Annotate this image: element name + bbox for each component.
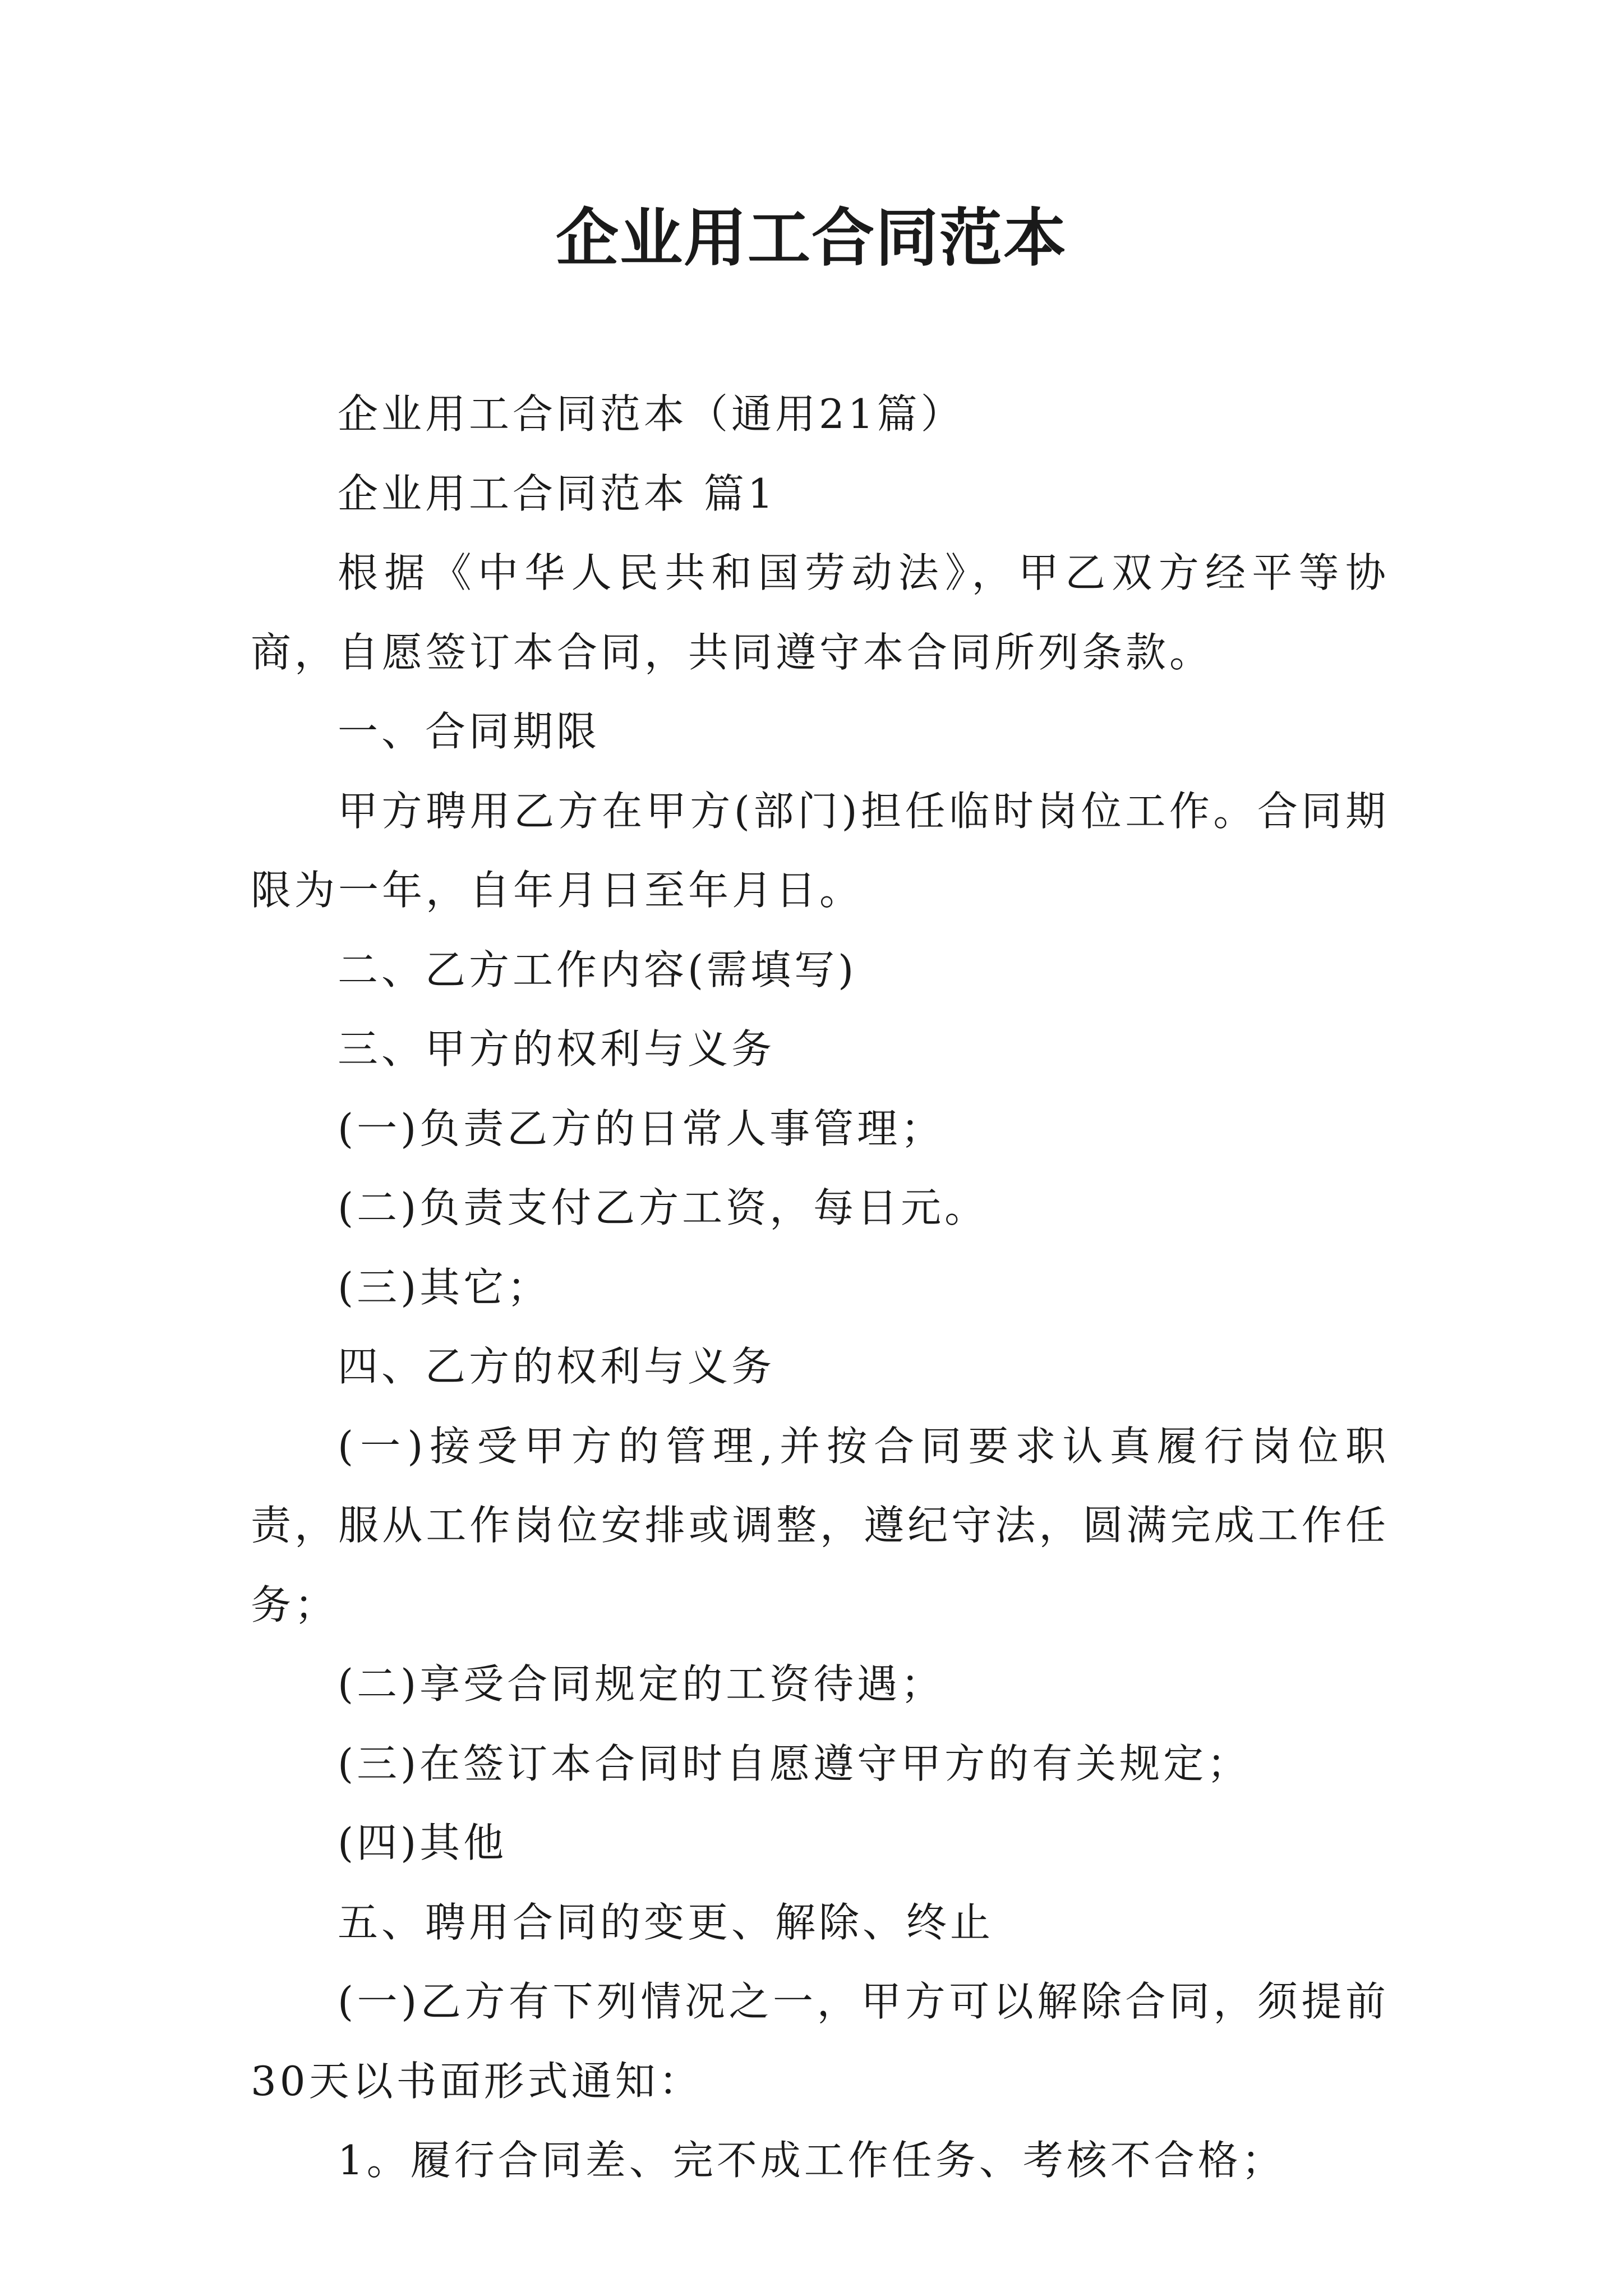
paragraph-termination-sub-1: 1。履行合同差、完不成工作任务、考核不合格；: [338, 2137, 1285, 2184]
paragraph-party-a-item-2: (二)负责支付乙方工资，每日元。: [338, 1184, 989, 1231]
document-body: [251, 375, 1389, 2201]
paragraph-section-heading: 企业用工合同范本 篇1: [338, 470, 777, 517]
paragraph-heading-work-content: 二、乙方工作内容(需填写): [338, 946, 857, 993]
paragraph-heading-party-b: 四、乙方的权利与义务: [338, 1343, 776, 1390]
paragraph-subtitle: 企业用工合同范本（通用21篇）: [338, 390, 965, 438]
paragraph-heading-term: 一、合同期限: [338, 708, 601, 755]
paragraph-party-b-item-1: (一)接受甲方的管理,并按合同要求认真履行岗位职责，服从工作岗位安排或调整，遵纪守法，圆满完成工作任务；: [251, 1422, 1389, 1628]
paragraph-termination-item-1: (一)乙方有下列情况之一，甲方可以解除合同，须提前30天以书面形式通知：: [251, 1978, 1389, 2105]
paragraph-preamble: 根据《中华人民共和国劳动法》，甲乙双方经平等协商，自愿签订本合同，共同遵守本合同所列条款。: [251, 549, 1389, 676]
paragraph-heading-termination: 五、聘用合同的变更、解除、终止: [338, 1898, 994, 1946]
paragraph-term-detail: 甲方聘用乙方在甲方(部门)担任临时岗位工作。合同期限为一年，自年月日至年月日。: [251, 787, 1389, 914]
paragraph-party-b-item-4: (四)其他: [338, 1819, 508, 1866]
document-title: 企业用工合同范本: [556, 201, 1067, 275]
paragraph-heading-party-a: 三、甲方的权利与义务: [338, 1025, 776, 1073]
paragraph-party-a-item-3: (三)其它；: [338, 1263, 551, 1311]
paragraph-party-b-item-2: (二)享受合同规定的工资待遇；: [338, 1660, 945, 1708]
paragraph-party-a-item-1: (一)负责乙方的日常人事管理；: [338, 1105, 945, 1152]
paragraph-party-b-item-3: (三)在签订本合同时自愿遵守甲方的有关规定；: [338, 1740, 1251, 1787]
